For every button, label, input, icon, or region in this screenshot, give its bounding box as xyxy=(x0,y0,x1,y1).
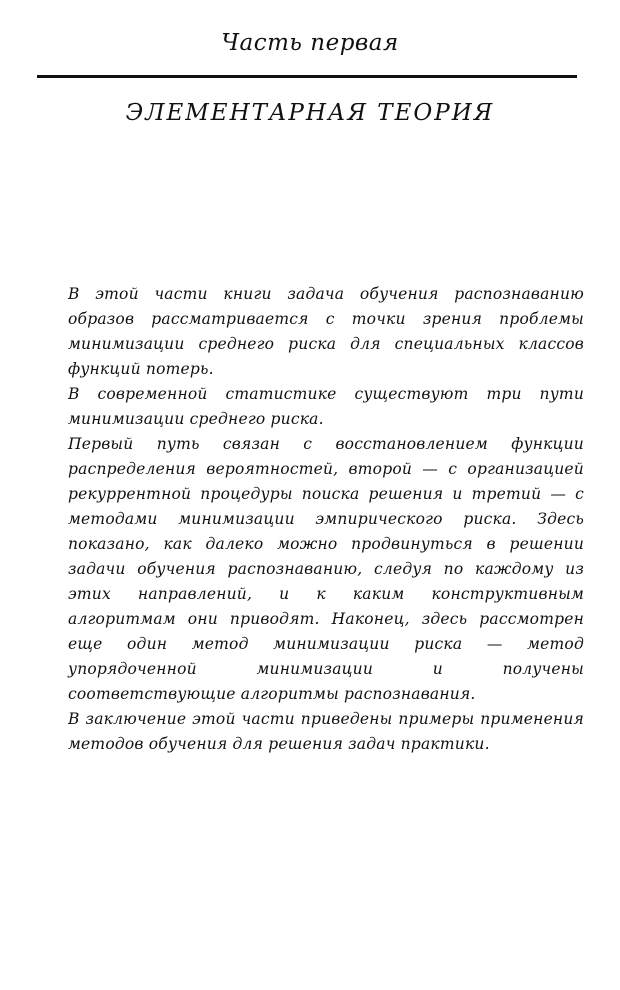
intro-text xyxy=(68,282,584,757)
part-label: Часть первая xyxy=(221,30,399,56)
header-rule xyxy=(37,75,577,78)
intro-paragraph: В этой части книги задача обучения распознаванию образов рассматривается с точки зрения проблемы минимизации среднего риска для специальных классов функций потерь. xyxy=(68,285,584,378)
intro-paragraph: Первый путь связан с восстановлением функции распределения вероятностей, второй — с организацией рекуррентной процедуры поиска решения и третий — с методами минимизации эмпирического риска. Здесь показано, как далеко можно продвинуться в решении задачи обучения распознаванию, следуя по каждому из этих направлений, и к каким конструктивным алгоритмам они приводят. Наконец, здесь рассмотрен еще один метод минимизации риска — метод упорядоченной минимизации и получены соответствующие алгоритмы распознавания. xyxy=(68,435,584,703)
intro-paragraph: В заключение этой части приведены примеры применения методов обучения для решения задач практики. xyxy=(68,710,584,753)
intro-paragraph: В современной статистике существуют три пути минимизации среднего риска. xyxy=(68,385,584,428)
part-title: ЭЛЕМЕНТАРНАЯ ТЕОРИЯ xyxy=(125,100,495,126)
